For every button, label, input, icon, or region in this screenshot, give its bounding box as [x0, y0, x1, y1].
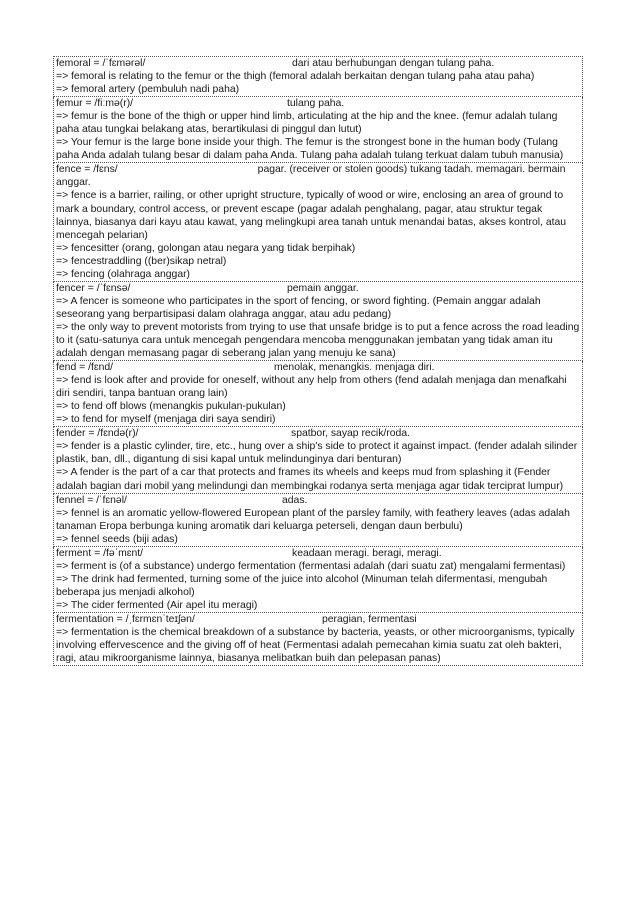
example-line: => A fencer is someone who participates in the sport of fencing, or sword fighting. (Pemain anggar adalah seseorang yang berpartisipasi dalam olahraga anggar, atau adu pedang) — [56, 295, 541, 320]
entry-head — [56, 163, 580, 189]
entry-fender — [53, 427, 583, 493]
entry-term: ferment = /fəˈmɛnt/ — [56, 547, 144, 559]
entry-fend — [53, 361, 583, 427]
entry-meaning: peragian, fermentasi — [322, 613, 417, 625]
example-line: => femur is the bone of the thigh or upper hind limb, articulating at the hip and the knee. (femur adalah tulang paha atau tungkai belakang atas, berartikulasi di pinggul dan lutut) — [56, 111, 558, 136]
example-line: => fend is look after and provide for oneself, without any help from others (fend adalah menjaga dan menafkahi diri sendiri, tanpa bantuan orang lain) — [56, 375, 567, 400]
example-line: => femoral artery (pembuluh nadi paha) — [56, 84, 240, 96]
entry-fennel — [53, 494, 583, 547]
example-line: => femoral is relating to the femur or the thigh (femoral adalah berkaitan dengan tulang paha atau paha) — [56, 71, 535, 83]
example-line: => The cider fermented (Air apel itu meragi) — [56, 599, 258, 611]
entry-head — [56, 57, 580, 70]
entry-meaning: keadaan meragi. beragi, meragi. — [292, 547, 442, 559]
example-line: => fennel is an aromatic yellow-flowered European plant of the parsley family, with feathery leaves (adas adalah tanaman Eropa berbunga kuning aromatik dari keluarga peterseli, dengan daun berbulu) — [56, 507, 570, 532]
entry-term: femur = /fiːmə(r)/ — [56, 98, 134, 110]
entry-fencer — [53, 282, 583, 361]
entry-head — [56, 494, 580, 507]
entry-fence — [53, 163, 583, 281]
entry-meaning: spatbor, sayap recik/roda. — [291, 428, 410, 440]
entry-head — [56, 613, 580, 626]
example-line: => ferment is (of a substance) undergo fermentation (fermentasi adalah (dari suatu zat) mengalami fermentasi) — [56, 560, 566, 572]
entry-term: fender = /fɛndə(r)/ — [56, 428, 139, 440]
entry-meaning: menolak, menangkis. menjaga diri. — [274, 362, 435, 374]
entry-term: fencer = /ˈfɛnsə/ — [56, 282, 131, 294]
dictionary-document — [53, 56, 583, 666]
example-line: => A fender is the part of a car that protects and frames its wheels and keeps mud from splashing it (Fender adalah bagian dari mobil yang melindungi dan membingkai rodanya serta menjaga agar tidak terciprat lumpur) — [56, 467, 564, 492]
entry-ferment — [53, 547, 583, 613]
example-line: => the only way to prevent motorists from trying to use that unsafe bridge is to put a fence across the road leading to it (satu-satunya cara untuk mencegah pengendara mencoba menggunakan jembatan yang tidak aman itu adalah dengan memasang pagar di seberang jalan yang menuju ke sana) — [56, 321, 580, 360]
entry-femur — [53, 97, 583, 163]
entry-term: fence = /fɛns/ — [56, 164, 118, 176]
example-line: => to fend for myself (menjaga diri saya sendiri) — [56, 414, 276, 426]
entry-head — [56, 427, 580, 440]
entry-head — [56, 361, 580, 374]
entry-term: femoral = /ˈfɛmərəl/ — [56, 58, 146, 69]
entry-term: fennel = /ˈfɛnəl/ — [56, 494, 127, 506]
entry-term: fend = /fɛnd/ — [56, 362, 114, 374]
example-line: => fennel seeds (biji adas) — [56, 533, 178, 545]
example-line: => The drink had fermented, turning some of the juice into alcohol (Minuman telah difermentasi, mengubah beberapa jus menjadi alkohol) — [56, 573, 548, 598]
example-line: => fermentation is the chemical breakdown of a substance by bacteria, yeasts, or other microorganisms, typically involving effervescence and the giving off of heat (Fermentasi adalah pemecahan kimia suatu zat oleh bakteri, ragi, atau mikroorganisme lainnya, biasanya melibatkan buih dan pelepasan panas) — [56, 627, 575, 665]
entry-fermentation — [53, 613, 583, 666]
entry-head — [56, 547, 580, 560]
example-line: => fencestraddling ((ber)sikap netral) — [56, 255, 227, 267]
example-line: => to fend off blows (menangkis pukulan-pukulan) — [56, 401, 286, 413]
entry-head — [56, 97, 580, 110]
entry-head — [56, 282, 580, 295]
entry-meaning: pagar. (receiver or stolen goods) tukang tadah. memagari. bermain anggar. — [56, 164, 566, 189]
example-line: => fender is a plastic cylinder, tire, etc., hung over a ship's side to protect it against impact. (fender adalah silinder plastik, ban, dll., digantung di sisi kapal untuk melindunginya dari benturan) — [56, 441, 578, 466]
example-line: => fencing (olahraga anggar) — [56, 268, 191, 280]
entry-meaning: tulang paha. — [287, 98, 345, 110]
entry-term: fermentation = /ˌfɛrmɛnˈteɪʃən/ — [56, 613, 195, 625]
entry-meaning: pemain anggar. — [287, 282, 359, 294]
example-line: => fence is a barrier, railing, or other upright structure, typically of wood or wire, enclosing an area of ground to mark a boundary, control access, or prevent escape (pagar adalah penghalang, pagar, atau struktur tegak lainnya, biasanya dari kayu atau kawat, yang melingkupi area tanah untuk menandai batas, akses kontrol, atau mencegah pelarian) — [56, 190, 567, 241]
entry-meaning: dari atau berhubungan dengan tulang paha. — [292, 58, 495, 69]
example-line: => fencesitter (orang, golongan atau negara yang tidak berpihak) — [56, 242, 356, 254]
entry-meaning: adas. — [282, 494, 308, 506]
entry-femoral — [53, 56, 583, 97]
example-line: => Your femur is the large bone inside your thigh. The femur is the strongest bone in the human body (Tulang paha Anda adalah tulang besar di dalam paha Anda. Tulang paha adalah tulang terkuat dalam tubuh manusia) — [56, 137, 564, 162]
